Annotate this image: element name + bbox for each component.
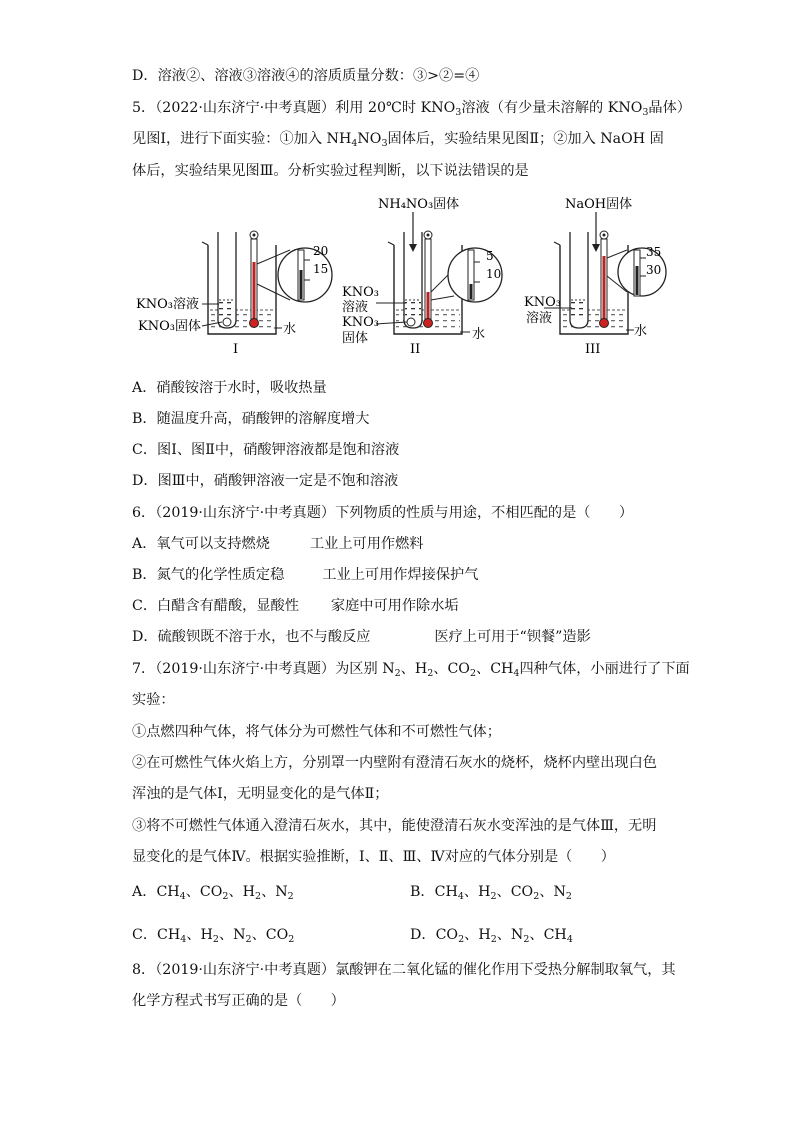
q5-experiment-figure	[130, 192, 670, 370]
subscript: 4	[180, 934, 187, 945]
label-kno3-solid: KNO₃固体	[138, 319, 201, 334]
caption-1: I	[233, 342, 239, 357]
subscript: 2	[490, 934, 497, 945]
gas: CH	[434, 884, 458, 900]
q7-stem-text: 四种气体，小丽进行了下面	[519, 661, 690, 677]
subscript: 2	[212, 934, 219, 945]
q5-stem-text: 5．（2022·山东济宁·中考真题）利用 20℃时 KNO	[132, 100, 456, 116]
q5-stem-line3: 体后，实验结果见图Ⅲ。分析实验过程判断，以下说法错误的是	[132, 163, 529, 179]
scale-bottom: 15	[313, 262, 329, 276]
gas: 、N	[496, 927, 524, 943]
q5-option-a: A．硝酸铵溶于水时，吸收热量	[132, 380, 327, 396]
subscript: 2	[245, 934, 252, 945]
label-solid: 固体	[342, 331, 369, 346]
scale-bottom: 10	[486, 267, 502, 281]
q7-step1: ①点燃四种气体，将气体分为可燃性气体和不可燃性气体；	[132, 724, 501, 740]
gas: 、H	[463, 884, 491, 900]
option-right: 工业上可用作焊接保护气	[322, 567, 479, 583]
option-right: 工业上可用作燃料	[309, 536, 424, 552]
gas: 、N	[261, 884, 288, 900]
q7-options-row2	[132, 925, 573, 950]
q7-option-c	[132, 927, 294, 943]
q5-option-b: B．随温度升高，硝酸钾的溶解度增大	[132, 411, 370, 427]
thermometer	[250, 231, 259, 328]
caption-2: II	[410, 342, 421, 357]
added-nh4no3: NH₄NO₃固体	[378, 197, 460, 212]
subscript: 3	[455, 107, 462, 118]
q7-step3-line1: ③将不可燃性气体通入澄清石灰水，其中，能使澄清石灰水变浑浊的是气体Ⅲ，无明	[132, 818, 657, 834]
subscript: 2	[255, 891, 262, 902]
q7-option-d	[410, 925, 573, 950]
subscript: 4	[457, 891, 464, 902]
q7-stem-line1	[132, 659, 690, 684]
subscript: 2	[523, 934, 530, 945]
subscript: 2	[565, 891, 572, 902]
label-solution: 溶液	[342, 300, 369, 315]
label-kno3-solution: KNO₃溶液	[136, 297, 199, 312]
option-right: 家庭中可用作除水垢	[330, 598, 459, 614]
subscript: 4	[351, 138, 358, 149]
subscript: 2	[394, 668, 401, 679]
gas: 、CH	[529, 927, 567, 943]
option-prefix: B．	[410, 884, 435, 900]
subscript: 4	[513, 668, 520, 679]
figure-3	[524, 196, 666, 357]
label-solution: 溶液	[526, 311, 553, 326]
option-prefix: C．	[132, 927, 158, 943]
q5-stem-text: 固体后，实验结果见图Ⅱ；②加入 NaOH 固	[387, 131, 664, 147]
figure-1	[136, 231, 332, 357]
q8-stem-line1: 8．（2019·山东济宁·中考真题）氯酸钾在二氧化锰的催化作用下受热分解制取氧气，其	[132, 962, 676, 978]
q5-option-c: C．图Ⅰ、图Ⅱ中，硝酸钾溶液都是饱和溶液	[132, 442, 400, 458]
scale-top: 35	[646, 245, 662, 259]
q5-stem-text: 见图Ⅰ，进行下面实验：①加入 NH	[132, 131, 352, 147]
label-water: 水	[472, 327, 486, 342]
q6-option-d	[132, 627, 591, 647]
scale-top: 5	[486, 249, 494, 263]
gas: 、CO	[496, 884, 534, 900]
option-prefix: D．	[410, 927, 436, 943]
q5-stem-text: NO	[357, 131, 382, 147]
option-left: B．氮气的化学性质定稳	[132, 567, 285, 583]
q7-stem-text: 7．（2019·山东济宁·中考真题）为区别 N	[132, 661, 395, 677]
q7-step2-line1: ②在可燃性气体火焰上方，分别罩一内壁附有澄清石灰水的烧杯，烧杯内壁出现白色	[132, 755, 657, 771]
label-kno3-2: KNO₃	[342, 315, 379, 330]
q7-options-row1	[132, 882, 572, 907]
q7-stem-text: 、CO	[433, 661, 470, 677]
q5-stem-line1	[132, 98, 691, 123]
option-left: D．硫酸钡既不溶于水，也不与酸反应	[132, 629, 371, 645]
caption-3: III	[585, 342, 601, 357]
subscript: 3	[642, 107, 649, 118]
gas: 、H	[186, 927, 213, 943]
subscript: 2	[287, 891, 294, 902]
gas: CH	[157, 927, 181, 943]
q5-stem-text: 晶体）	[648, 100, 691, 116]
q5-stem-text: 溶液（有少量未溶解的 KNO	[461, 100, 643, 116]
subscript: 4	[179, 891, 186, 902]
q6-option-b	[132, 565, 478, 585]
option-right: 医疗上可用于“钡餐”造影	[434, 629, 591, 645]
q7-step3-line2: 显变化的是气体Ⅳ。根据实验推断，Ⅰ、Ⅱ、Ⅲ、Ⅳ对应的气体分别是（ ）	[132, 849, 615, 865]
gas: CH	[156, 884, 180, 900]
q4-option-d: D．溶液②、溶液③溶液④的溶质质量分数：③>②=④	[132, 68, 480, 84]
label-kno3: KNO₃	[342, 285, 379, 300]
gas: CO	[435, 927, 459, 943]
subscript: 2	[533, 891, 540, 902]
label-water: 水	[283, 322, 297, 337]
gas: 、H	[464, 927, 491, 943]
gas: 、N	[218, 927, 246, 943]
subscript: 2	[427, 668, 434, 679]
q6-option-c	[132, 596, 459, 616]
option-left: C．白醋含有醋酸，显酸性	[132, 598, 299, 614]
q7-step2-line2: 浑浊的是气体Ⅰ，无明显变化的是气体Ⅱ；	[132, 786, 389, 802]
q7-option-b	[410, 882, 572, 907]
q7-stem-text: 、H	[400, 661, 428, 677]
subscript: 4	[566, 934, 573, 945]
added-naoh: NaOH固体	[565, 197, 633, 212]
gas: 、CO	[185, 884, 223, 900]
option-prefix: A．	[132, 884, 157, 900]
subscript: 2	[222, 891, 229, 902]
label-water: 水	[634, 324, 648, 339]
subscript: 2	[490, 891, 497, 902]
label-kno3: KNO₃	[524, 295, 561, 310]
q6-option-a	[132, 534, 423, 554]
q5-option-d: D．图Ⅲ中，硝酸钾溶液一定是不饱和溶液	[132, 473, 399, 489]
gas: 、H	[228, 884, 256, 900]
q7-option-a	[132, 884, 294, 900]
subscript: 3	[381, 138, 388, 149]
option-left: A．氧气可以支持燃烧	[132, 536, 270, 552]
scale-bottom: 30	[646, 263, 662, 277]
q8-stem-line2: 化学方程式书写正确的是（ ）	[132, 993, 345, 1009]
scale-top: 20	[313, 244, 329, 258]
q6-stem: 6．（2019·山东济宁·中考真题）下列物质的性质与用途，不相匹配的是（ ）	[132, 505, 634, 521]
thermometer	[600, 231, 609, 328]
q7-stem-line2: 实验：	[132, 692, 175, 708]
subscript: 2	[288, 934, 295, 945]
subscript: 2	[469, 668, 476, 679]
q7-stem-text: 、CH	[476, 661, 514, 677]
subscript: 2	[458, 934, 465, 945]
q5-stem-line2	[132, 129, 664, 154]
thermometer	[424, 231, 433, 328]
gas: 、N	[539, 884, 566, 900]
gas: 、CO	[251, 927, 289, 943]
figure-2	[342, 196, 502, 357]
